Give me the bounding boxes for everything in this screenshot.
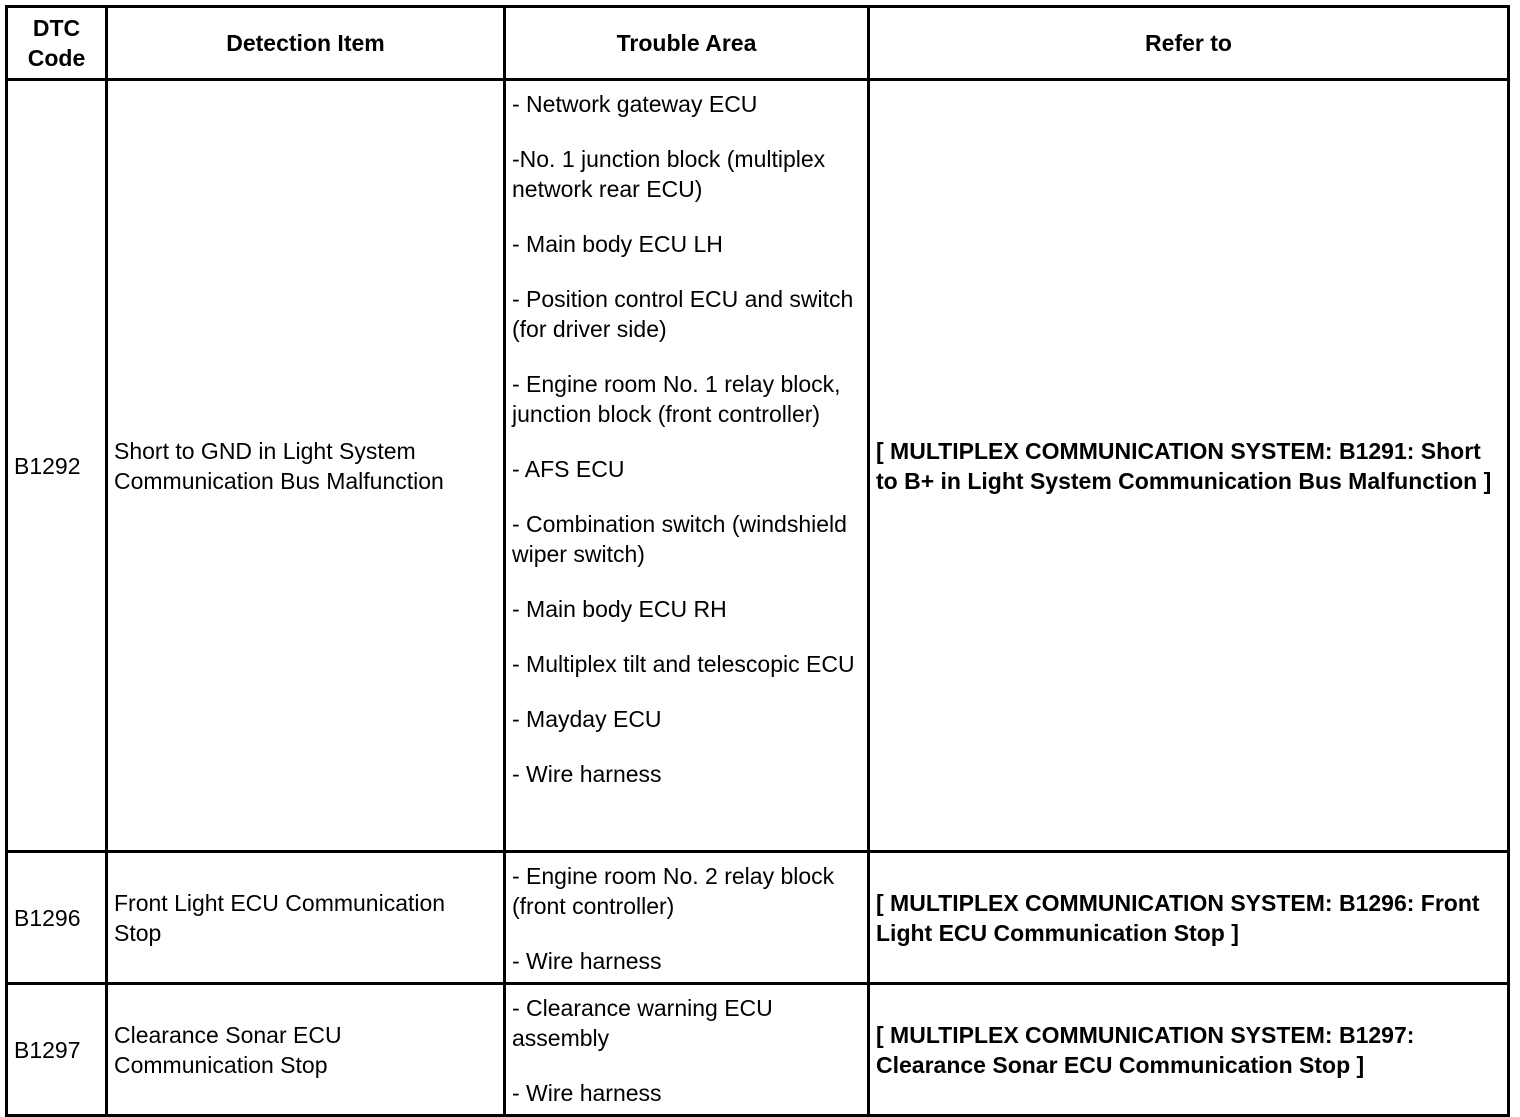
refer-to-cell: [ MULTIPLEX COMMUNICATION SYSTEM: B1297: Clearance Sonar ECU Communication Stop ] (869, 984, 1509, 1116)
table-row (7, 984, 1509, 1116)
dtc-code-cell: B1296 (7, 852, 107, 984)
dtc-table (5, 5, 1510, 1117)
dtc-code-cell: B1297 (7, 984, 107, 1116)
trouble-area-item: - Network gateway ECU (512, 91, 758, 117)
trouble-area-item: - Main body ECU RH (512, 596, 727, 622)
trouble-area-item: -No. 1 junction block (multiplex network rear ECU) (512, 146, 826, 202)
trouble-area-item: - Mayday ECU (512, 706, 662, 732)
trouble-area-cell (505, 80, 869, 852)
trouble-area-item: - Wire harness (512, 1080, 662, 1106)
trouble-area-item: - Wire harness (512, 948, 662, 974)
detection-item-cell: Short to GND in Light System Communication Bus Malfunction (107, 80, 505, 852)
header-trouble-area: Trouble Area (505, 7, 869, 80)
trouble-area-item: - Multiplex tilt and telescopic ECU (512, 651, 855, 677)
trouble-area-item: - Combination switch (windshield wiper switch) (512, 511, 847, 567)
dtc-code-cell: B1292 (7, 80, 107, 852)
header-dtc-code: DTC Code (7, 7, 107, 80)
trouble-area-item: - Wire harness (512, 761, 662, 787)
table-row (7, 852, 1509, 984)
header-refer-to: Refer to (869, 7, 1509, 80)
detection-item-cell: Front Light ECU Communication Stop (107, 852, 505, 984)
refer-to-cell: [ MULTIPLEX COMMUNICATION SYSTEM: B1296: Front Light ECU Communication Stop ] (869, 852, 1509, 984)
trouble-area-item: - Position control ECU and switch (for driver side) (512, 286, 854, 342)
trouble-area-cell (505, 984, 869, 1116)
refer-to-cell: [ MULTIPLEX COMMUNICATION SYSTEM: B1291: Short to B+ in Light System Communication Bus Malfunction ] (869, 80, 1509, 852)
trouble-area-item: - Clearance warning ECU assembly (512, 995, 773, 1051)
table-header-row (7, 7, 1509, 80)
detection-item-cell: Clearance Sonar ECU Communication Stop (107, 984, 505, 1116)
trouble-area-item: - AFS ECU (512, 456, 625, 482)
trouble-area-item: - Engine room No. 1 relay block, junction block (front controller) (512, 371, 841, 427)
header-detection-item: Detection Item (107, 7, 505, 80)
trouble-area-cell (505, 852, 869, 984)
table-row (7, 80, 1509, 852)
trouble-area-item: - Engine room No. 2 relay block (front controller) (512, 863, 835, 919)
trouble-area-item: - Main body ECU LH (512, 231, 723, 257)
